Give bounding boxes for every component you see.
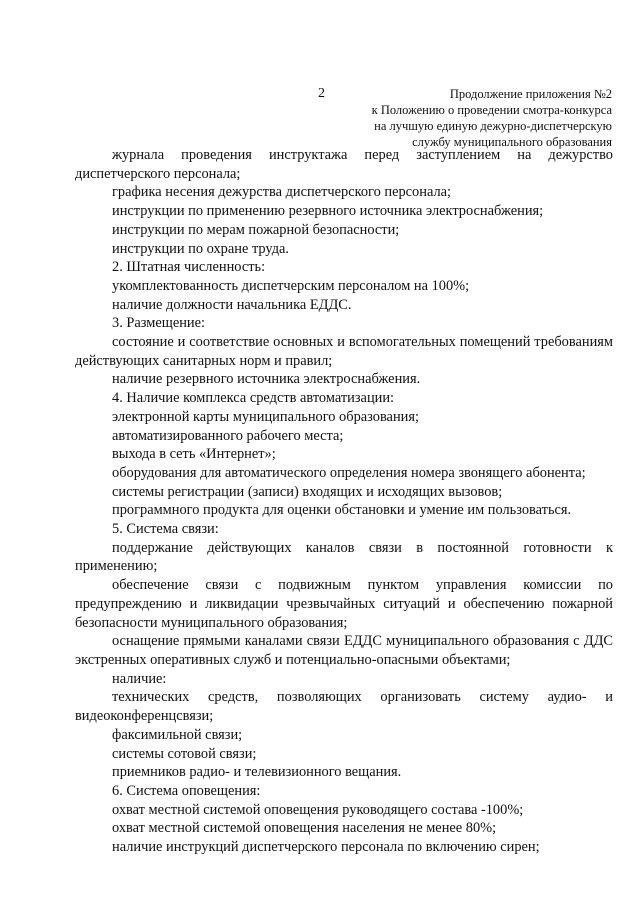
paragraph: приемников радио- и телевизионного вещания. [112,764,402,781]
document-body [75,146,613,857]
header-line: к Положению о проведении смотра-конкурса [371,103,612,117]
header-line: на лучшую единую дежурно-диспетчерскую [374,119,612,133]
paragraph: укомплектованность диспетчерским персоналом на 100%; [112,277,470,294]
paragraph: поддержание действующих каналов связи в постоянной готовности к применению; [75,539,613,575]
section-heading: 4. Наличие комплекса средств автоматизации: [112,390,395,407]
paragraph: оснащение прямыми каналами связи ЕДДС муниципального образования с ДДС экстренных оперативных служб и потенциально-опасными объектами; [75,633,613,668]
section-heading: 5. Система связи: [112,521,219,538]
paragraph: оборудования для автоматического определения номера звонящего абонента; [112,464,586,481]
paragraph: журнала проведения инструктажа перед заступлением на дежурство диспетчерского персонала; [75,147,613,182]
header-line: службу муниципального образования [412,135,612,149]
paragraph: инструкции по мерам пожарной безопасности; [112,221,400,238]
paragraph: электронной карты муниципального образования; [112,408,419,425]
paragraph: обеспечение связи с подвижным пунктом управления комиссии по предупреждению и ликвидации чрезвычайных ситуаций и обеспечению пожарной безопасности муниципального образования; [75,577,613,631]
paragraph: факсимильной связи; [112,726,243,743]
paragraph: технических средств, позволяющих организовать систему аудио- и видеоконференцсвязи; [75,689,613,725]
paragraph: наличие резервного источника электроснабжения. [112,371,421,388]
section-heading: 2. Штатная численность: [112,259,266,276]
paragraph: автоматизированного рабочего места; [112,427,344,444]
paragraph: выхода в сеть «Интернет»; [112,446,276,463]
paragraph: инструкции по охране труда. [112,240,290,257]
paragraph: программного продукта для оценки обстановки и умение им пользоваться. [112,502,572,519]
paragraph: наличие должности начальника ЕДДС. [112,296,352,313]
paragraph: охват местной системой оповещения населения не менее 80%; [112,820,497,837]
page-number: 2 [318,86,325,101]
paragraph: состояние и соответствие основных и вспомогательных помещений требованиям действующих санитарных норм и правил; [75,334,613,369]
section-heading: 3. Размещение: [112,315,206,332]
paragraph: системы сотовой связи; [112,745,257,762]
paragraph: системы регистрации (записи) входящих и исходящих вызовов; [112,483,503,500]
appendix-header [372,86,612,150]
paragraph: инструкции по применению резервного источника электроснабжения; [112,203,544,220]
paragraph: графика несения дежурства диспетчерского персонала; [112,184,452,201]
paragraph: наличие: [112,670,167,687]
paragraph: наличие инструкций диспетчерского персонала по включению сирен; [112,839,540,856]
paragraph: охват местной системой оповещения руководящего состава -100%; [112,801,524,818]
header-line: Продолжение приложения №2 [449,87,612,101]
section-heading: 6. Система оповещения: [112,782,261,799]
